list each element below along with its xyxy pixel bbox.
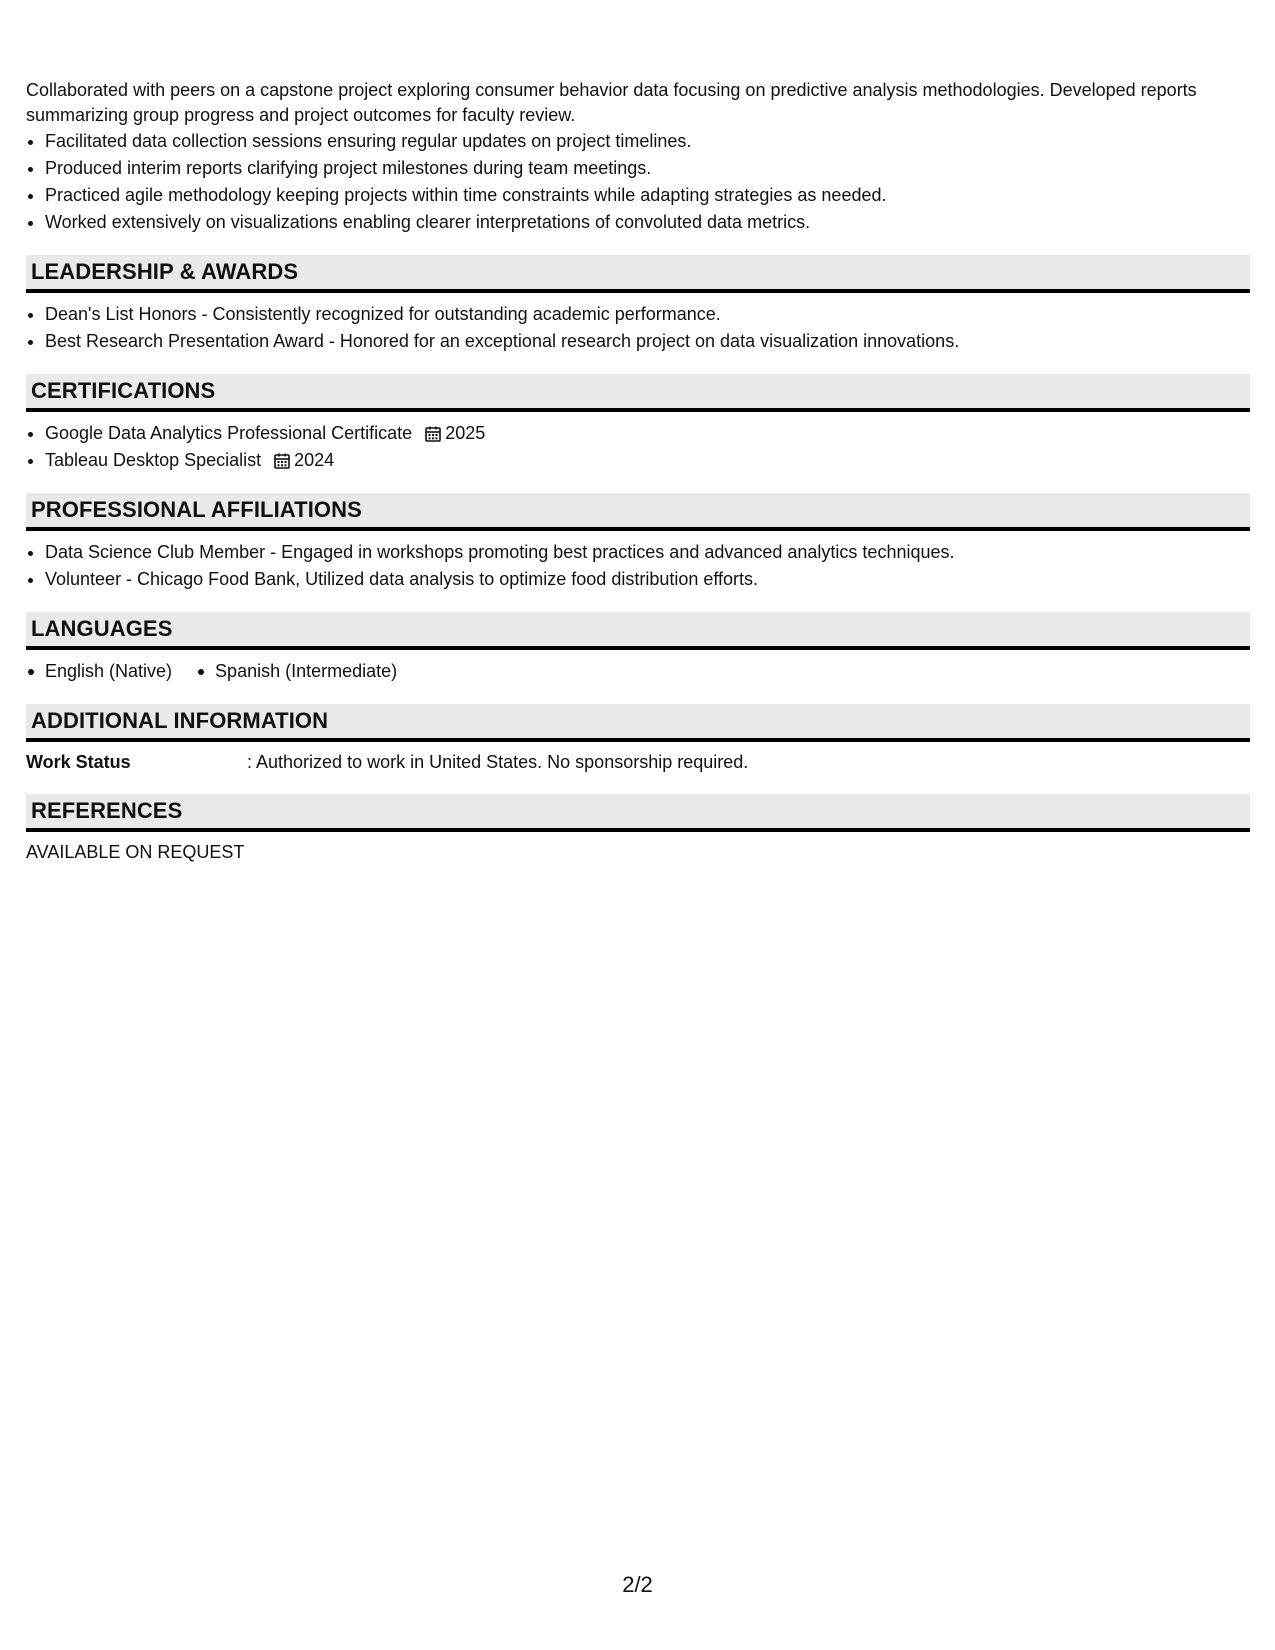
section-header [26,374,1250,412]
certification-year: 2024 [294,450,335,470]
awards-list [26,301,1250,355]
section-header [26,794,1250,832]
section-title: REFERENCES [31,798,183,823]
list-item: • Facilitated data collection sessions ensuring regular updates on project timelines. [45,128,1250,155]
languages-list [26,658,1250,685]
affiliations-list [26,539,1250,593]
section-title: LEADERSHIP & AWARDS [31,259,299,284]
section-title: CERTIFICATIONS [31,378,216,403]
section-body [26,650,1250,685]
list-item: • Worked extensively on visualizations enabling clearer interpretations of convoluted data metrics. [45,209,1250,236]
work-status-value: : Authorized to work in United States. No sponsorship required. [247,752,749,772]
section-header [26,612,1250,650]
project-experience-block [26,78,1250,236]
list-item: • Data Science Club Member - Engaged in workshops promoting best practices and advanced analytics techniques. [45,539,1250,566]
work-status-row [26,750,1250,775]
project-bullet-list [26,128,1250,236]
list-item [45,420,1250,447]
section-certifications [26,374,1250,474]
list-item: • Dean's List Honors - Consistently recognized for outstanding academic performance. [45,301,1250,328]
calendar-icon [273,452,291,470]
section-additional-information [26,704,1250,775]
section-references [26,794,1250,865]
list-item: • Produced interim reports clarifying project milestones during team meetings. [45,155,1250,182]
section-header [26,704,1250,742]
certification-name: Google Data Analytics Professional Certificate [45,423,413,443]
section-languages [26,612,1250,685]
section-header [26,255,1250,293]
certifications-list [26,420,1250,474]
section-professional-affiliations [26,493,1250,593]
section-title: LANGUAGES [31,616,173,641]
section-leadership-awards [26,255,1250,355]
project-description: Collaborated with peers on a capstone project exploring consumer behavior data focusing on predictive analysis methodologies. Developed reports summarizing group progress and project outcomes for faculty review. [26,80,1197,125]
language-item: English (Native) [26,658,172,685]
section-body [26,832,1250,865]
section-body [26,742,1250,775]
certification-year: 2025 [445,423,486,443]
list-item: • Best Research Presentation Award - Honored for an exceptional research project on data visualization innovations. [45,328,1250,355]
list-item: • Practiced agile methodology keeping projects within time constraints while adapting strategies as needed. [45,182,1250,209]
language-item: Spanish (Intermediate) [196,658,397,685]
section-title: ADDITIONAL INFORMATION [31,708,329,733]
certification-name: Tableau Desktop Specialist [45,450,262,470]
list-item: • Volunteer - Chicago Food Bank, Utilized data analysis to optimize food distribution efforts. [45,566,1250,593]
section-header [26,493,1250,531]
work-status-label: Work Status [26,752,131,772]
calendar-icon [424,425,442,443]
section-body [26,412,1250,474]
section-body [26,531,1250,593]
resume-page [26,78,1250,865]
page-number: 2/2 [622,1572,653,1597]
list-item [45,447,1250,474]
section-body [26,293,1250,355]
section-title: PROFESSIONAL AFFILIATIONS [31,497,362,522]
references-text: AVAILABLE ON REQUEST [26,842,245,862]
